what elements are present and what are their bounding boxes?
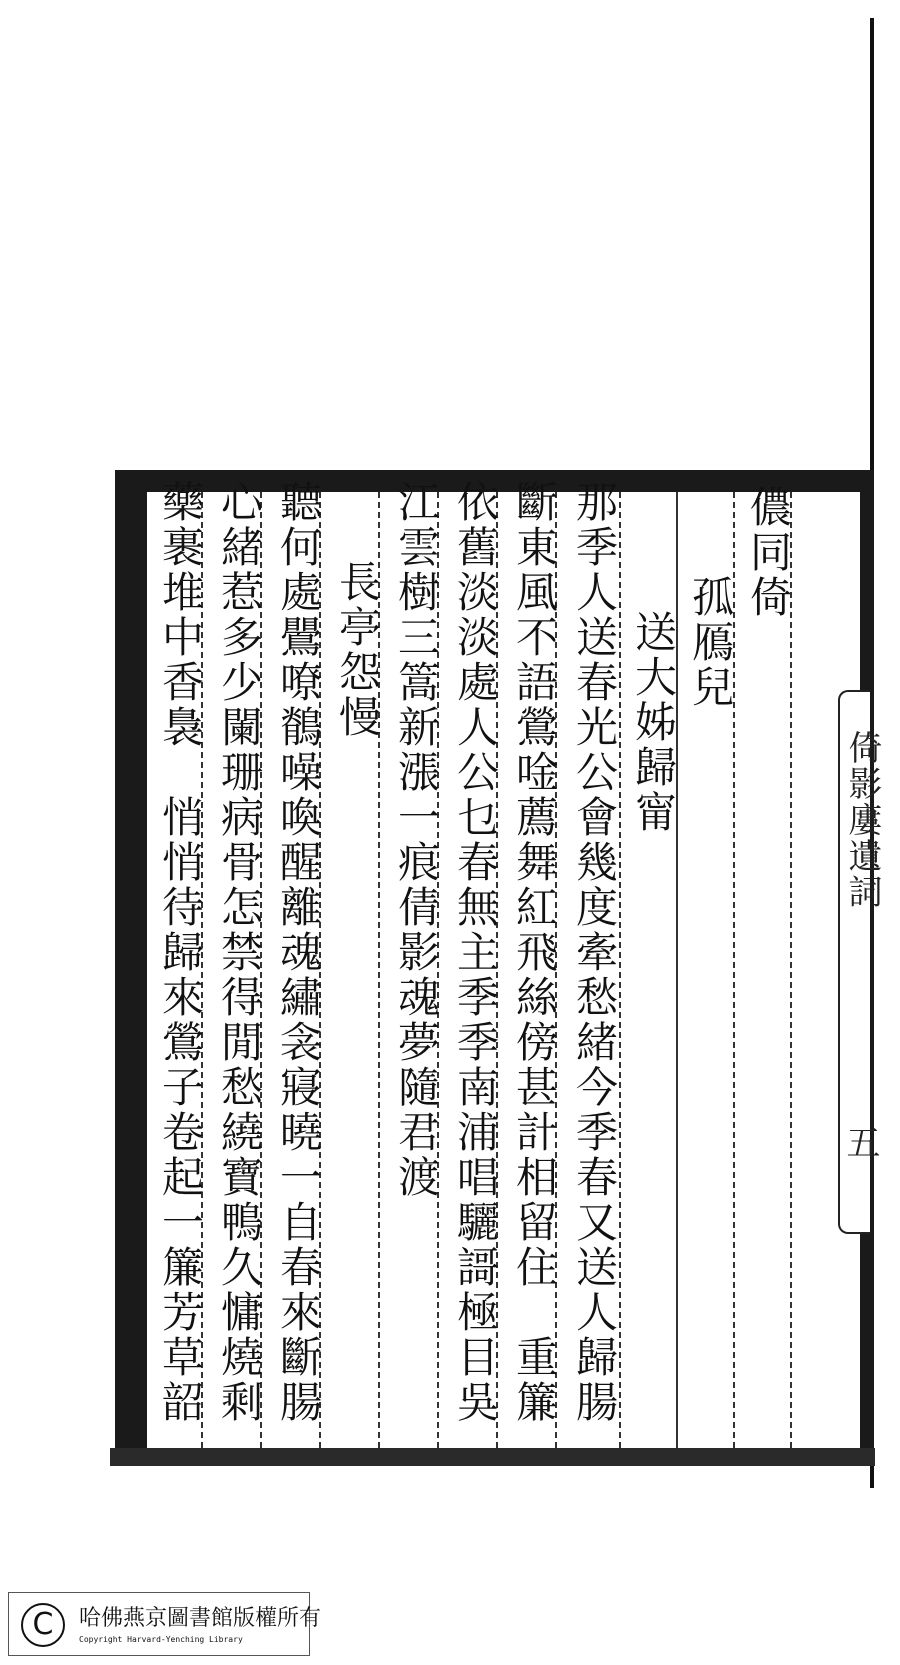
column-8: 長亭怨慢 <box>333 560 382 740</box>
column-1: 儂同倚 <box>744 485 793 620</box>
column-rule <box>790 492 792 1448</box>
copyright-stamp <box>8 1592 322 1656</box>
copyright-english: Copyright Harvard-Yenching Library <box>79 1635 243 1644</box>
column-2: 孤鴈兒 <box>686 575 735 710</box>
side-tab-title: 倚影廔遺詞 <box>842 730 882 910</box>
column-10: 心緒惹多少闌珊病骨怎禁得閒愁繞寶鴨久慵燒剩 <box>215 480 264 1425</box>
column-3: 送大姊歸甯 <box>629 610 678 835</box>
frame-bottom-border <box>110 1448 875 1466</box>
copyright-icon: C <box>21 1603 65 1647</box>
frame-left-border <box>115 470 147 1460</box>
column-6: 依舊淡淡處人公乜春無主季季南浦唱驪謌極目吳 <box>451 480 500 1425</box>
column-7: 江雲樹三篙新漲一痕倩影魂夢隨君渡 <box>392 480 441 1200</box>
column-11: 藥裹堆中香裊 悄悄待歸來鶯子卷起一簾芳草韶 <box>156 480 205 1425</box>
column-4: 那季人送春光公會幾度牽愁緒今季春又送人歸腸 <box>570 480 619 1425</box>
column-9: 聽何處鷪嘹鶺噪喚醒離魂繡衾寢曉一自春來斷腸 <box>274 480 323 1425</box>
side-tab-page-number: 五 <box>840 1125 880 1159</box>
column-5: 斷東風不語鶯唫薦舞紅飛絲傍甚計相留住 重簾 <box>510 480 559 1425</box>
copyright-chinese: 哈佛燕京圖書館版權所有 <box>79 1606 322 1631</box>
